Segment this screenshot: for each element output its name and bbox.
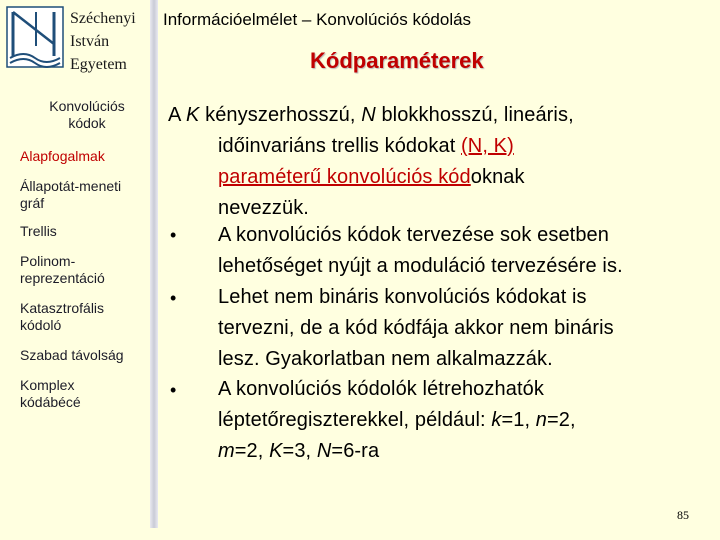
highlight-definition: paraméterű konvolúciós kód (218, 166, 471, 188)
nav-item-alapfogalmak[interactable]: Alapfogalmak (20, 148, 105, 164)
paragraph-nonbinary: Lehet nem bináris konvolúciós kódokat is tervezni, de a kód kódfája akkor nem bináris lesz. Gyakorlatban nem alkalmazzák. (218, 286, 614, 370)
bullet-icon: • (170, 380, 177, 400)
course-title: Információelmélet – Konvolúciós kódolás (163, 10, 472, 29)
paragraph-modulation: A konvolúciós kódok tervezése sok esetben lehetőséget nyújt a moduláció tervezésére is. (218, 224, 623, 277)
sidebar-divider (150, 0, 158, 528)
university-name-line2: István (70, 33, 110, 50)
university-name-line1: Széchenyi (70, 10, 136, 27)
nav-item-komplex-kodabece[interactable]: Komplex kódábécé (20, 377, 81, 410)
nav-item-trellis[interactable]: Trellis (20, 223, 57, 239)
nav-item-konvolucios-kodok[interactable]: Konvolúciós kódok (49, 98, 125, 131)
slide-title: Kódparaméterek (310, 48, 484, 73)
nav-item-szabad-tavolsag[interactable]: Szabad távolság (20, 347, 124, 363)
paragraph-definition: A K kényszerhosszú, N blokkhosszú, lineáris, időinvariáns trellis kódokat (N, K) paraméterű konvolúciós kódoknak nevezzük. (168, 104, 574, 219)
paragraph-shift-registers: A konvolúciós kódolók létrehozhatók léptetőregiszterekkel, például: k=1, n=2, m=2, K=3, N=6-ra (218, 378, 576, 462)
university-name-line3: Egyetem (70, 56, 127, 73)
bullet-icon: • (170, 225, 177, 245)
university-logo (6, 6, 64, 68)
nav-item-allapotatmeneti-graf[interactable]: Állapotát-meneti gráf (20, 178, 122, 211)
page-number: 85 (677, 508, 689, 522)
bullet-icon: • (170, 288, 177, 308)
nav-item-polinom-reprezentacio[interactable]: Polinom-reprezentáció (20, 253, 105, 286)
highlight-nk: (N, K) (461, 135, 514, 157)
nav-item-katasztrofalis-kodolo[interactable]: Katasztrofális kódoló (20, 300, 105, 333)
